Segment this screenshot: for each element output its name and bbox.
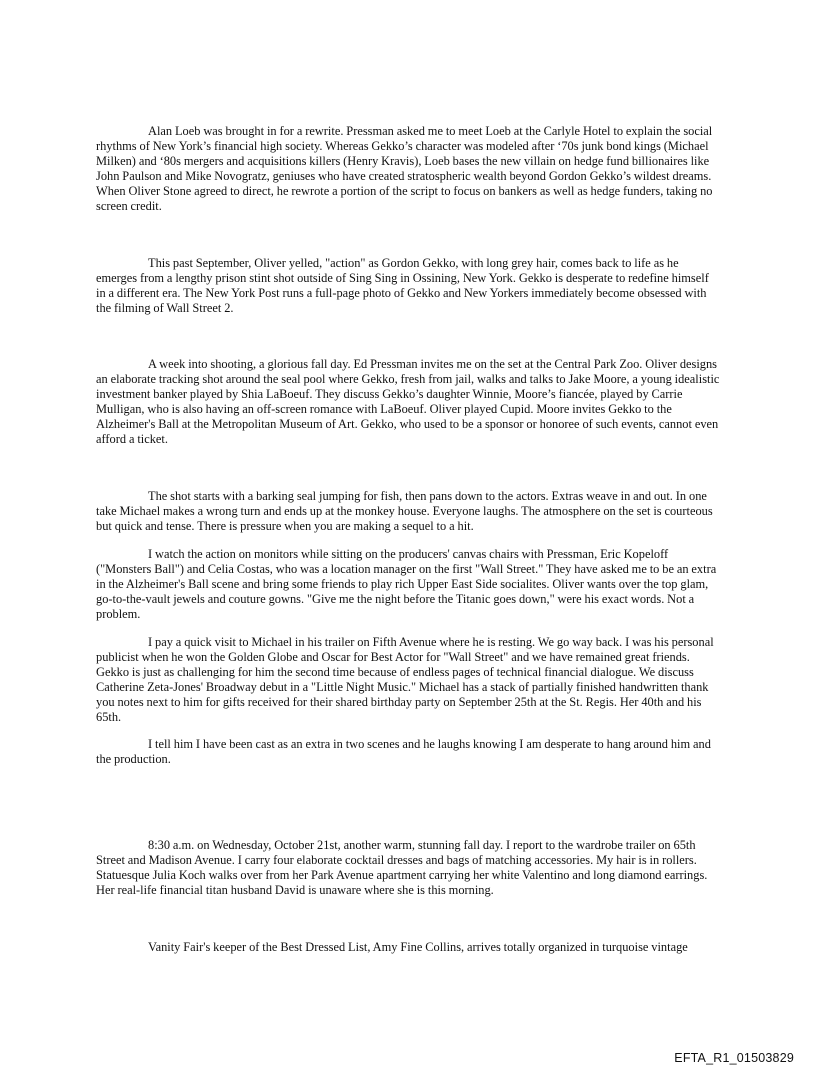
paragraph-september-filming: This past September, Oliver yelled, "action" as Gordon Gekko, with long grey hair, comes back to life as he emerges from a lengthy prison stint shot outside of Sing Sing in Ossining, New York. Gekko is desperate to redefine himself in a different era. The New York Post runs a full-page photo of Gekko and New Yorkers immediately become obsessed with the filming of Wall Street 2. xyxy=(96,256,709,315)
paragraph-vanity-fair: Vanity Fair's keeper of the Best Dressed List, Amy Fine Collins, arrives totally organized in turquoise vintage xyxy=(148,940,688,954)
paragraph-monitors: I watch the action on monitors while sitting on the producers' canvas chairs with Pressman, Eric Kopeloff ("Monsters Ball") and Celia Costas, who was a location manager on the first "Wall Street." They have asked me to be an extra in the Alzheimer's Ball scene and bring some friends to play rich Upper East Side socialites. Oliver wants over the top glam, go-to-the-vault jewels and couture gowns. "Give me the night before the Titanic goes down," were his exact words. Not a problem. xyxy=(96,547,717,621)
paragraph-central-park-zoo: A week into shooting, a glorious fall day. Ed Pressman invites me on the set at the Central Park Zoo. Oliver designs an elaborate tracking shot around the seal pool where Gekko, fresh from jail, walks and talks to Jake Moore, a young idealistic investment banker played by Shia LaBoeuf. They discuss Gekko’s daughter Winnie, Moore’s fiancée, played by Carrie Mulligan, who is also having an off-screen romance with LaBoeuf. Oliver played Cupid. Moore invites Gekko to the Alzheimer's Ball at the Metropolitan Museum of Art. Gekko, who used to be a sponsor or honoree of such events, cannot even afford a ticket. xyxy=(96,357,720,446)
paragraph-trailer-visit: I pay a quick visit to Michael in his trailer on Fifth Avenue where he is resting. We go way back. I was his personal publicist when he won the Golden Globe and Oscar for Best Actor for "Wall Street" and we have remained great friends. Gekko is just as challenging for him the second time because of endless pages of technical financial dialogue. We discuss Catherine Zeta-Jones' Broadway debut in a "Little Night Music." Michael has a stack of partially finished handwritten thank you notes next to him for gifts received for their shared birthday party on September 25th at the St. Regis. Her 40th and his 65th. xyxy=(96,635,714,724)
document-id-footer: EFTA_R1_01503829 xyxy=(674,1051,794,1065)
paragraph-rewrite: Alan Loeb was brought in for a rewrite. Pressman asked me to meet Loeb at the Carlyle Hotel to explain the social rhythms of New York’s financial high society. Whereas Gekko’s character was modeled after ‘70s junk bond kings (Michael Milken) and ‘80s mergers and acquisitions killers (Henry Kravis), Loeb bases the new villain on hedge fund billionaires like John Paulson and Mike Novogratz, geniuses who have created stratospheric wealth beyond Gordon Gekko’s wildest dreams. When Oliver Stone agreed to direct, he rewrote a portion of the script to focus on bankers as well as hedge funders, taking no screen credit. xyxy=(96,124,713,213)
paragraph-cast-extra: I tell him I have been cast as an extra in two scenes and he laughs knowing I am desperate to hang around him and the production. xyxy=(96,737,711,766)
paragraph-wardrobe: 8:30 a.m. on Wednesday, October 21st, another warm, stunning fall day. I report to the wardrobe trailer on 65th Street and Madison Avenue. I carry four elaborate cocktail dresses and bags of matching accessories. My hair is in rollers. Statuesque Julia Koch walks over from her Park Avenue apartment carrying her white Valentino and long diamond earrings. Her real-life financial titan husband David is unaware where she is this morning. xyxy=(96,838,708,897)
paragraph-seal-shot: The shot starts with a barking seal jumping for fish, then pans down to the actors. Extras weave in and out. In one take Michael makes a wrong turn and ends up at the monkey house. Everyone laughs. The atmosphere on the set is courteous but quick and tense. There is pressure when you are making a sequel to a hit. xyxy=(96,489,713,533)
